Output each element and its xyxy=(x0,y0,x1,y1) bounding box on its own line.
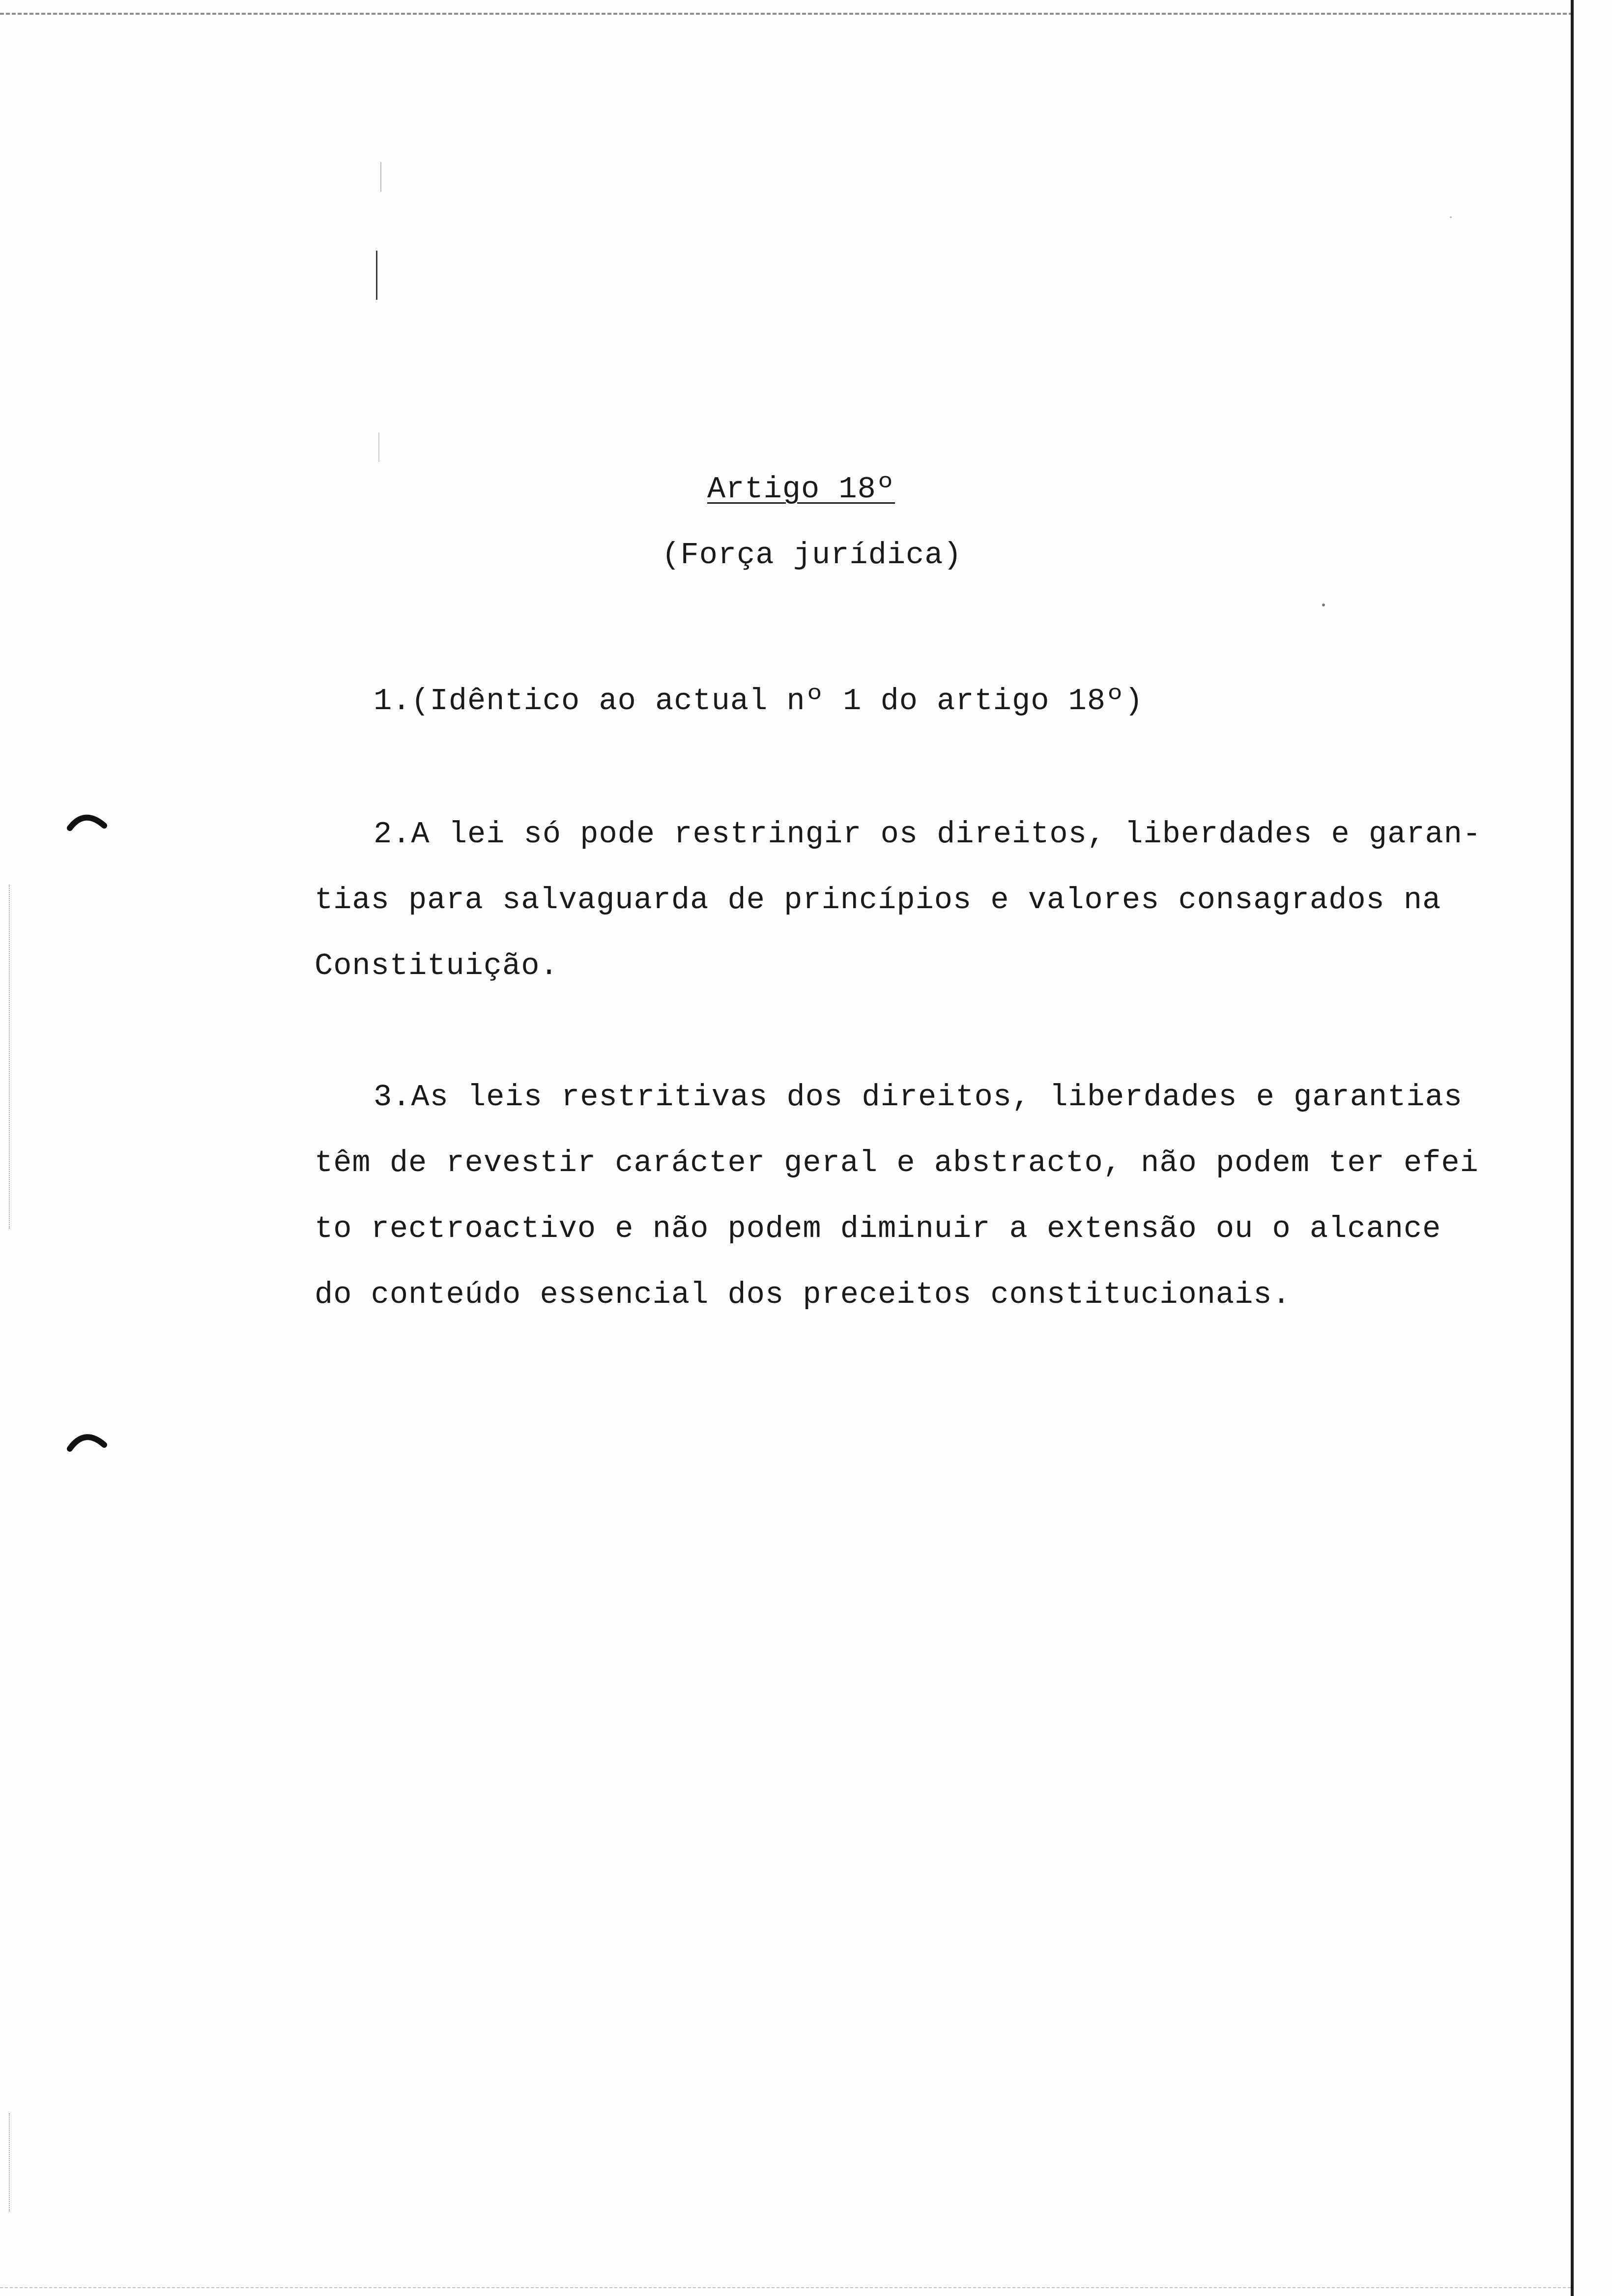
article-subtitle: (Força jurídica) xyxy=(662,538,962,573)
margin-mark xyxy=(376,251,377,300)
top-scan-edge xyxy=(0,13,1573,15)
ink-speck xyxy=(1322,603,1325,606)
paragraph-line: Constituição. xyxy=(315,948,559,983)
paragraph-3 xyxy=(315,1064,1533,1328)
paragraph-2 xyxy=(315,802,1533,999)
binder-hook-mark xyxy=(65,806,109,835)
paragraph-line: to rectroactivo e não podem diminuir a extensão ou o alcance xyxy=(315,1211,1441,1246)
article-title: Artigo 18º xyxy=(707,472,895,507)
bottom-scan-edge xyxy=(0,2287,1571,2288)
margin-mark xyxy=(378,432,379,462)
margin-mark xyxy=(380,162,381,192)
left-margin-dots xyxy=(9,885,11,1229)
paragraph-line: têm de revestir carácter geral e abstracto, não podem ter efei xyxy=(315,1146,1479,1180)
left-margin-dots xyxy=(9,2113,11,2211)
right-scan-edge xyxy=(1571,0,1574,2296)
binder-hook-mark xyxy=(65,1425,109,1455)
paragraph-1 xyxy=(315,668,1533,734)
paragraph-line: tias para salvaguarda de princípios e valores consagrados na xyxy=(315,883,1441,918)
paragraph-line: 2.A lei só pode restringir os direitos, liberdades e garan- xyxy=(374,817,1482,852)
paragraph-line: 1.(Idêntico ao actual nº 1 do artigo 18º) xyxy=(374,684,1144,718)
ink-speck xyxy=(1450,216,1452,218)
paragraph-line: do conteúdo essencial dos preceitos constitucionais. xyxy=(315,1277,1291,1312)
paragraph-line: 3.As leis restritivas dos direitos, liberdades e garantias xyxy=(374,1080,1463,1115)
